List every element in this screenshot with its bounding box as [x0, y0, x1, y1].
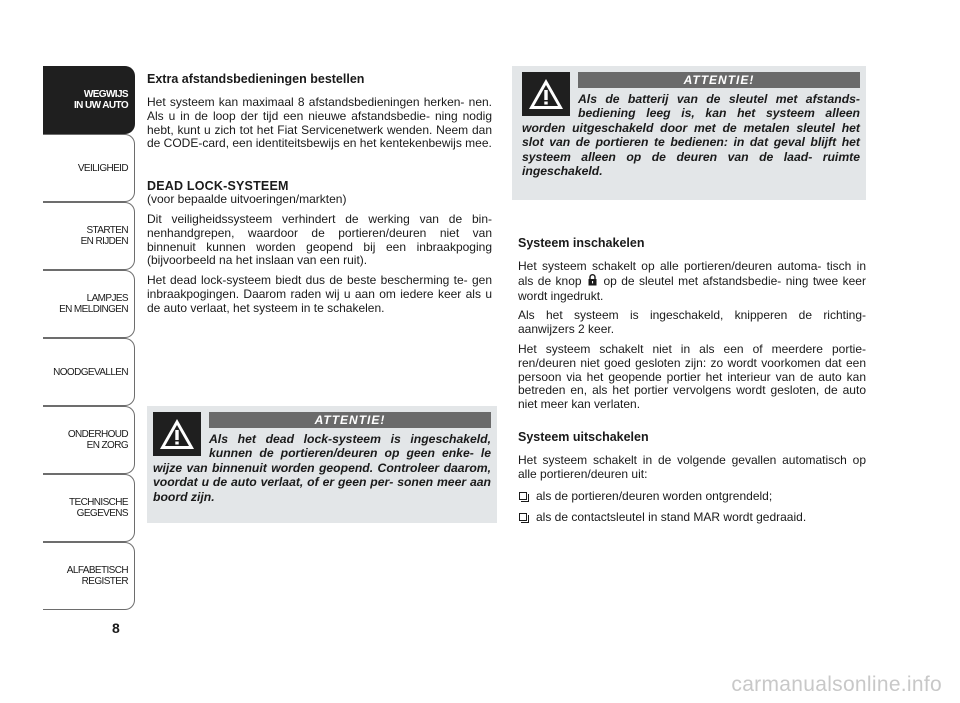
warning-header: ATTENTIE!: [578, 72, 860, 88]
warning-triangle-icon: [153, 412, 201, 456]
tab-wegwijs-in-uw-auto[interactable]: [43, 66, 135, 134]
tab-label-line1: ONDERHOUD: [67, 429, 128, 440]
section-subtitle-dead-lock: (voor bepaalde uitvoeringen/markten): [147, 192, 347, 207]
padlock-icon: [588, 274, 597, 290]
tab-label-line1: LAMPJES: [86, 293, 128, 304]
warning-text: Als het dead lock-systeem is ingeschakeld, kunnen de portieren/deuren op geen enke- le wijze van binnenuit worden geopend. Controleer daarom, voordat u de auto verlaat, of er geen per- sonen meer aan boord zijn.: [153, 432, 491, 504]
paragraph-system-off-1: Het systeem schakelt in de volgende gevallen automatisch op alle portieren/deuren uit:: [518, 452, 866, 481]
page-number: 8: [112, 620, 120, 636]
right-column: [518, 236, 866, 533]
tab-veiligheid[interactable]: [43, 134, 135, 202]
section-title-system-on: Systeem inschakelen: [518, 236, 645, 250]
tab-label-line1: TECHNISCHE: [68, 497, 128, 508]
warning-header: ATTENTIE!: [209, 412, 491, 428]
warning-text: Als de batterij van de sleutel met afstands- bediening leeg is, kan het systeem alleen worden uitgeschakeld door met de metalen sleutel het slot van de portieren te bedienen: in dat geval blijft het systeem alleen op de deuren van de laad- ruimte ingeschakeld.: [522, 92, 860, 179]
tab-label-line2: EN MELDINGEN: [59, 304, 128, 315]
left-column: [147, 72, 492, 322]
chapter-tabs: [43, 66, 135, 610]
warning-triangle-icon: [522, 72, 570, 116]
bullet-list: [518, 490, 866, 526]
paragraph-system-on-2: Als het systeem is ingeschakeld, knipperen de richting- aanwijzers 2 keer.: [518, 308, 866, 337]
paragraph-dead-lock-1: Dit veiligheidssysteem verhindert de werking van de bin- nenhandgrepen, waardoor de portieren/deuren niet van binnenuit kunnen worden geopend bij een inbraakpoging (bijvoorbeeld na het inslaan van een ruit).: [147, 211, 492, 268]
tab-label-line1: ALFABETISCH: [66, 565, 128, 576]
paragraph-extra-remotes: Het systeem kan maximaal 8 afstandsbedieningen herken- nen. Als u in de loop der tijd een nieuwe afstandsbedie- ning nodig hebt, kunt u zich tot het Fiat Servicenetwerk wenden. Neem dan de CODE-card, een identiteitsbewijs en het kentekenbewijs mee.: [147, 95, 492, 151]
tab-noodgevallen[interactable]: [43, 338, 135, 406]
tab-starten-en-rijden[interactable]: [43, 202, 135, 270]
checkbox-bullet-icon: [519, 513, 527, 521]
section-title-dead-lock: DEAD LOCK-SYSTEEM: [147, 179, 289, 194]
paragraph-text-after-icon: op de sleutel met afstandsbedie- ning twee keer wordt ingedrukt.: [518, 273, 866, 303]
warning-box-battery: [512, 66, 866, 200]
tab-label-line2: IN UW AUTO: [74, 100, 128, 111]
paragraph-system-on-1: [518, 260, 866, 303]
tab-label-line2: GEGEVENS: [76, 508, 128, 519]
tab-label-line2: REGISTER: [81, 576, 128, 587]
tab-label-line2: EN ZORG: [86, 440, 128, 451]
section-title-system-off: Systeem uitschakelen: [518, 429, 649, 444]
section-title-extra-remotes: Extra afstandsbedieningen bestellen: [147, 72, 365, 86]
paragraph-text-before-icon: Het systeem schakelt op alle portieren/deuren automa- tisch in als de knop: [518, 259, 866, 288]
tab-label-line1: VEILIGHEID: [77, 162, 128, 174]
list-item-text: als de portieren/deuren worden ontgrendeld;: [536, 488, 773, 503]
warning-box-dead-lock: [147, 406, 497, 523]
checkbox-bullet-icon: [519, 492, 527, 500]
paragraph-system-on-3: Het systeem schakelt niet in als een of meerdere portie- ren/deuren niet goed gesloten zijn: zo wordt voorkomen dat een persoon via het geopende portier het interieur van de auto kan betreden en, als het portier vervolgens wordt gesloten, de auto niet meer kan verlaten.: [518, 341, 866, 412]
tab-onderhoud-en-zorg[interactable]: [43, 406, 135, 474]
tab-label-line2: EN RIJDEN: [80, 236, 128, 247]
list-item: [518, 511, 866, 525]
list-item-text: als de contactsleutel in stand MAR wordt gedraaid.: [536, 510, 807, 525]
paragraph-dead-lock-2: Het dead lock-systeem biedt dus de beste bescherming te- gen inbraakpogingen. Daarom raden wij u aan om iedere keer als u de auto verlaat, het systeem in te schakelen.: [147, 273, 492, 315]
tab-alfabetisch-register[interactable]: [43, 542, 135, 610]
tab-lampjes-en-meldingen[interactable]: [43, 270, 135, 338]
list-item: [518, 490, 866, 504]
watermark: carmanualsonline.info: [731, 673, 942, 696]
tab-label-line1: STARTEN: [86, 225, 128, 236]
tab-technische-gegevens[interactable]: [43, 474, 135, 542]
tab-label-line1: NOODGEVALLEN: [53, 366, 128, 378]
tab-label-line1: WEGWIJS: [83, 89, 128, 100]
